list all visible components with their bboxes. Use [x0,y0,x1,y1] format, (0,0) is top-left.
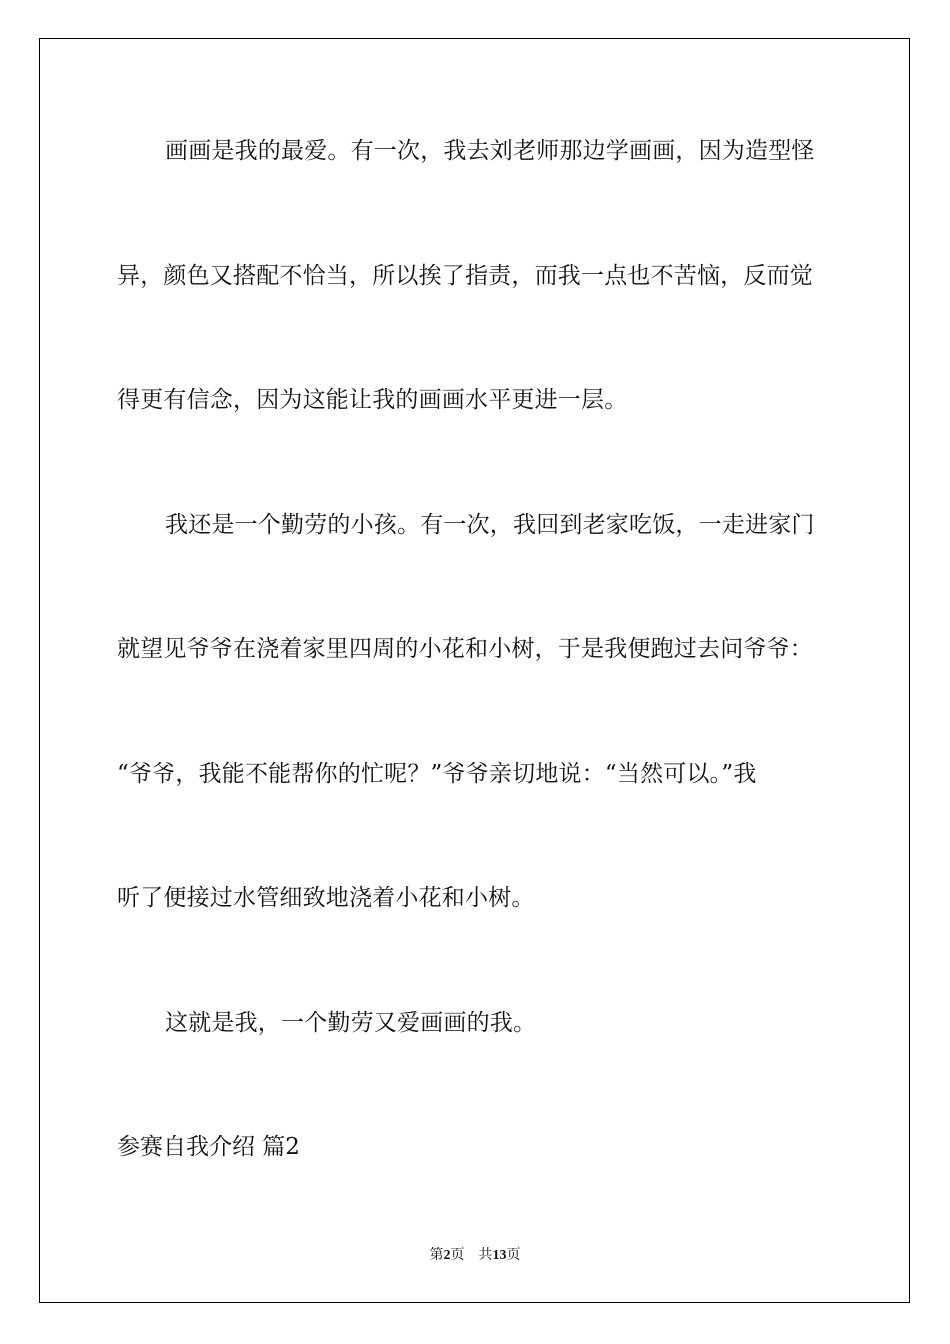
paragraph-1-line-1: 画画是我的最爱。有一次，我去刘老师那边学画画，因为造型怪 [165,138,815,164]
paragraph-1-line-2: 异，颜色又搭配不恰当，所以挨了指责，而我一点也不苦恼，反而觉 [117,263,813,289]
paragraph-2-line-4: 听了便接过水管细致地浇着小花和小树。 [117,885,535,911]
paragraph-2-line-3: “爷爷，我能不能帮你的忙呢？”爷爷亲切地说：“当然可以。”我 [117,761,757,787]
footer-page-prefix: 第 [429,1248,444,1263]
paragraph-3-line-1: 这就是我，一个勤劳又爱画画的我。 [165,1010,537,1036]
footer-page-number: 2 [443,1248,451,1263]
footer-page-suffix: 页 [450,1248,465,1263]
page-footer [0,1246,950,1266]
footer-total-suffix: 页 [506,1248,521,1263]
footer-total-pages: 13 [492,1248,507,1263]
footer-total-prefix: 共 [478,1248,493,1263]
paragraph-1-line-3: 得更有信念，因为这能让我的画画水平更进一层。 [117,387,628,413]
section-heading: 参赛自我介绍 篇2 [117,1134,300,1160]
document-page [39,38,910,1303]
paragraph-2-line-1: 我还是一个勤劳的小孩。有一次，我回到老家吃饭，一走进家门 [165,512,815,538]
paragraph-2-line-2: 就望见爷爷在浇着家里四周的小花和小树，于是我便跑过去问爷爷： [117,636,813,662]
